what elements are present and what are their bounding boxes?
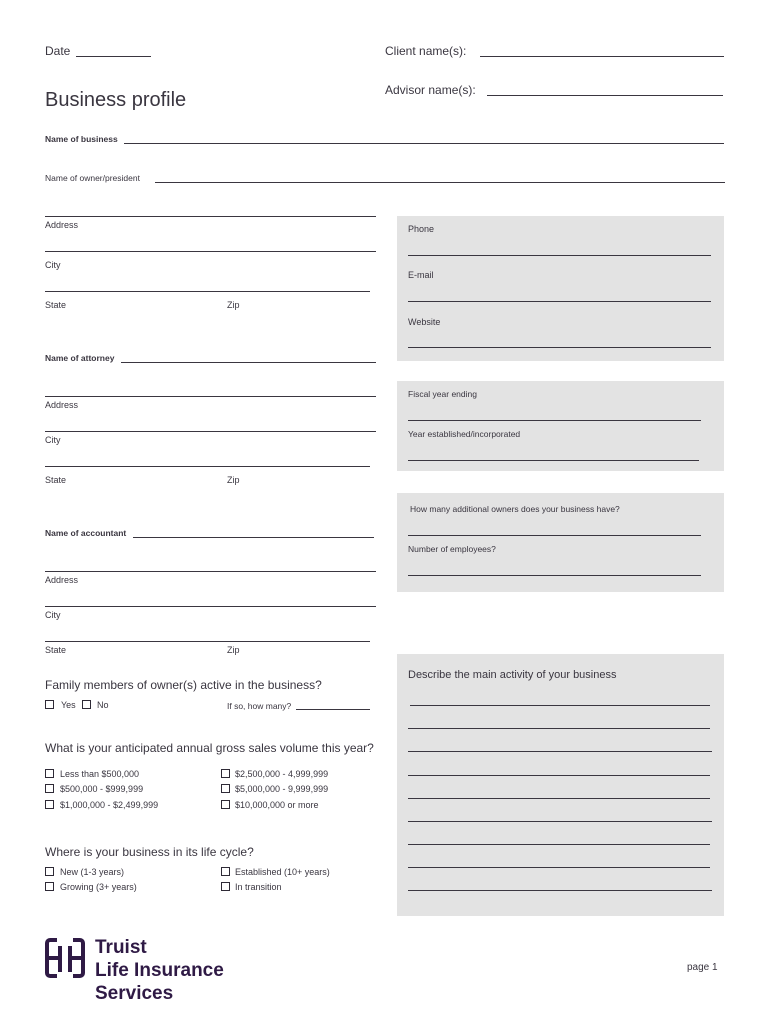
attorney-city-label: City bbox=[45, 435, 61, 445]
lifecycle-option-label: New (1-3 years) bbox=[60, 867, 125, 877]
brand-line: Services bbox=[95, 983, 174, 1004]
accountant-name-label: Name of accountant bbox=[45, 528, 127, 538]
lifecycle-option-checkbox[interactable] bbox=[45, 882, 54, 891]
sales-option-checkbox[interactable] bbox=[45, 784, 54, 793]
brand-name bbox=[95, 936, 224, 1005]
sales-option-checkbox[interactable] bbox=[45, 769, 54, 778]
sales-option-label: $2,500,000 - 4,999,999 bbox=[235, 769, 329, 779]
accountant-address-field[interactable] bbox=[45, 571, 376, 572]
additional-owners-field[interactable] bbox=[408, 535, 701, 536]
accountant-state-label: State bbox=[45, 645, 67, 655]
business-address-label: Address bbox=[45, 220, 79, 230]
sales-option-checkbox[interactable] bbox=[45, 800, 54, 809]
owner-name-field[interactable] bbox=[155, 182, 725, 183]
advisor-name-label: Advisor name(s): bbox=[385, 83, 476, 97]
sales-option-label: Less than $500,000 bbox=[60, 769, 140, 779]
activity-label: Describe the main activity of your business bbox=[408, 669, 617, 681]
business-name-label: Name of business bbox=[45, 134, 118, 144]
owner-name-label: Name of owner/president bbox=[45, 173, 140, 183]
business-city-field[interactable] bbox=[45, 251, 376, 252]
family-yes-label: Yes bbox=[61, 700, 76, 710]
lifecycle-option-label: Growing (3+ years) bbox=[60, 882, 137, 892]
sales-option-checkbox[interactable] bbox=[221, 769, 230, 778]
accountant-address-label: Address bbox=[45, 575, 79, 585]
family-no-label: No bbox=[97, 700, 109, 710]
email-field[interactable] bbox=[408, 301, 711, 302]
activity-line[interactable] bbox=[408, 798, 710, 799]
phone-field[interactable] bbox=[408, 255, 711, 256]
activity-line[interactable] bbox=[408, 821, 712, 822]
family-how-many-label: If so, how many? bbox=[227, 701, 292, 711]
date-label: Date bbox=[45, 44, 71, 58]
page-title: Business profile bbox=[45, 89, 187, 111]
lifecycle-question: Where is your business in its life cycle? bbox=[45, 845, 254, 859]
website-label: Website bbox=[408, 317, 441, 327]
sales-question: What is your anticipated annual gross sales volume this year? bbox=[45, 741, 374, 755]
accountant-zip-label: Zip bbox=[227, 645, 240, 655]
year-established-field[interactable] bbox=[408, 460, 699, 461]
business-state-zip-field[interactable] bbox=[45, 291, 370, 292]
attorney-address-field[interactable] bbox=[45, 396, 376, 397]
attorney-name-label: Name of attorney bbox=[45, 353, 115, 363]
lifecycle-option-checkbox[interactable] bbox=[221, 882, 230, 891]
attorney-state-label: State bbox=[45, 475, 67, 485]
lifecycle-option-label: Established (10+ years) bbox=[235, 867, 330, 877]
activity-box bbox=[397, 654, 724, 916]
activity-line[interactable] bbox=[408, 775, 710, 776]
family-how-many-field[interactable] bbox=[296, 709, 370, 710]
business-name-field[interactable] bbox=[124, 143, 724, 144]
attorney-city-field[interactable] bbox=[45, 431, 376, 432]
client-name-field[interactable] bbox=[480, 56, 724, 57]
accountant-state-zip-field[interactable] bbox=[45, 641, 370, 642]
accountant-name-field[interactable] bbox=[133, 537, 374, 538]
attorney-name-field[interactable] bbox=[121, 362, 376, 363]
business-state-label: State bbox=[45, 300, 67, 310]
contact-box bbox=[397, 216, 724, 361]
activity-line[interactable] bbox=[408, 890, 712, 891]
lifecycle-option-checkbox[interactable] bbox=[221, 867, 230, 876]
accountant-city-label: City bbox=[45, 610, 61, 620]
sales-option-label: $1,000,000 - $2,499,999 bbox=[60, 800, 159, 810]
business-city-label: City bbox=[45, 260, 61, 270]
lifecycle-option-label: In transition bbox=[235, 882, 282, 892]
year-established-label: Year established/incorporated bbox=[408, 429, 521, 439]
phone-label: Phone bbox=[408, 224, 435, 234]
additional-owners-label: How many additional owners does your business have? bbox=[410, 504, 620, 514]
business-zip-label: Zip bbox=[227, 300, 240, 310]
brand-line: Life Insurance bbox=[95, 960, 224, 981]
sales-option-label: $5,000,000 - 9,999,999 bbox=[235, 784, 329, 794]
lifecycle-option-checkbox[interactable] bbox=[45, 867, 54, 876]
advisor-name-field[interactable] bbox=[487, 95, 723, 96]
family-yes-checkbox[interactable] bbox=[45, 700, 54, 709]
activity-line[interactable] bbox=[408, 728, 710, 729]
brand-line: Truist bbox=[95, 937, 147, 958]
sales-option-checkbox[interactable] bbox=[221, 784, 230, 793]
fiscal-year-label: Fiscal year ending bbox=[408, 389, 477, 399]
attorney-zip-label: Zip bbox=[227, 475, 240, 485]
activity-line[interactable] bbox=[410, 705, 710, 706]
email-label: E-mail bbox=[408, 270, 434, 280]
fiscal-year-field[interactable] bbox=[408, 420, 701, 421]
attorney-state-zip-field[interactable] bbox=[45, 466, 370, 467]
employees-field[interactable] bbox=[408, 575, 701, 576]
activity-line[interactable] bbox=[408, 844, 710, 845]
sales-option-label: $10,000,000 or more bbox=[235, 800, 319, 810]
website-field[interactable] bbox=[408, 347, 711, 348]
truist-logo-icon bbox=[45, 938, 85, 978]
client-name-label: Client name(s): bbox=[385, 44, 467, 58]
page-number: page 1 bbox=[687, 962, 718, 973]
family-question: Family members of owner(s) active in the business? bbox=[45, 678, 322, 692]
activity-line[interactable] bbox=[408, 751, 712, 752]
sales-option-label: $500,000 - $999,999 bbox=[60, 784, 144, 794]
date-field[interactable] bbox=[76, 56, 151, 57]
employees-label: Number of employees? bbox=[408, 544, 496, 554]
activity-line[interactable] bbox=[408, 867, 710, 868]
accountant-city-field[interactable] bbox=[45, 606, 376, 607]
sales-option-checkbox[interactable] bbox=[221, 800, 230, 809]
family-no-checkbox[interactable] bbox=[82, 700, 91, 709]
attorney-address-label: Address bbox=[45, 400, 79, 410]
business-address-field[interactable] bbox=[45, 216, 376, 217]
